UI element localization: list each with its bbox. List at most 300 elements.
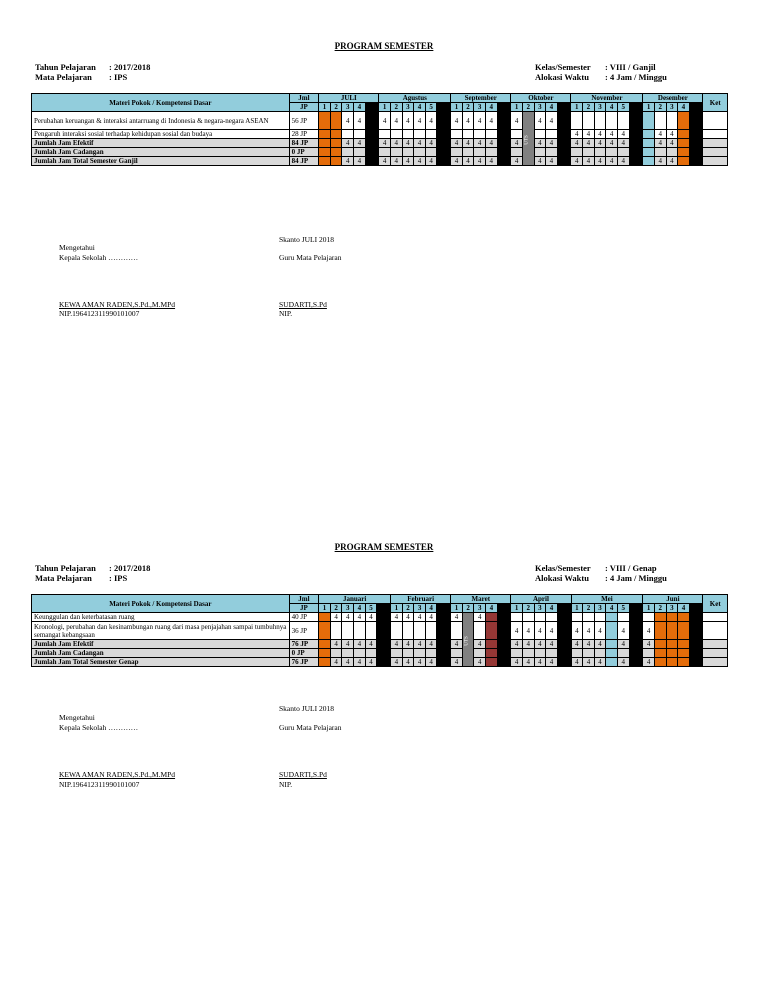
table-cell: 4 [354, 139, 366, 148]
table-cell: 4 [546, 139, 558, 148]
sem2-kepala-nip: NIP.196412311990101007 [59, 780, 140, 789]
table-cell: 4 [390, 139, 402, 148]
table-cell: 4 [451, 112, 463, 130]
table-cell: 4 [571, 658, 583, 667]
table-cell: 4 [474, 640, 486, 649]
table-cell: 4 [402, 139, 414, 148]
table-cell: 4 [354, 640, 366, 649]
table-cell: 4 [330, 613, 342, 622]
table-cell: 1 [643, 604, 655, 613]
table-cell [703, 130, 728, 139]
header-jml: Jml [289, 595, 319, 604]
table-cell: 4 [678, 604, 690, 613]
table-cell: Jumlah Jam Total Semester Ganjil [32, 157, 290, 166]
table-cell [703, 658, 728, 667]
table-cell [390, 130, 402, 139]
table-cell [594, 649, 606, 658]
header-materi: Materi Pokok / Kompetensi Dasar [32, 595, 290, 613]
table-cell [390, 148, 402, 157]
table-cell [546, 649, 558, 658]
table-cell: 4 [666, 139, 678, 148]
table-cell: 4 [414, 613, 426, 622]
table-cell [703, 622, 728, 640]
table-cell [629, 157, 643, 166]
table-cell [425, 622, 437, 640]
table-cell [594, 613, 606, 622]
table-cell: 4 [617, 658, 629, 667]
table-cell [451, 148, 463, 157]
table-cell [629, 148, 643, 157]
table-cell [437, 658, 451, 667]
table-cell: 4 [330, 658, 342, 667]
table-cell [451, 130, 463, 139]
table-cell [462, 130, 474, 139]
table-cell: 4 [511, 112, 523, 130]
sem1-place-date: Skanto JULI 2018 [279, 235, 334, 244]
table-cell [557, 658, 571, 667]
table-cell [377, 658, 391, 667]
table-cell: 4 [390, 157, 402, 166]
table-cell [377, 604, 391, 613]
table-cell [437, 112, 451, 130]
table-cell: 5 [617, 103, 629, 112]
table-cell: 4 [474, 139, 486, 148]
table-cell [522, 649, 534, 658]
table-cell: 4 [617, 130, 629, 139]
table-cell [629, 139, 643, 148]
table-cell [437, 640, 451, 649]
table-cell [497, 622, 511, 640]
table-cell [486, 640, 498, 649]
table-cell [571, 148, 583, 157]
table-cell [402, 130, 414, 139]
table-cell [678, 139, 690, 148]
table-cell: 4 [462, 157, 474, 166]
table-cell [594, 148, 606, 157]
table-cell [365, 112, 379, 130]
table-cell: 1 [511, 103, 523, 112]
table-cell: 4 [379, 157, 391, 166]
table-cell [678, 658, 690, 667]
table-cell: 76 JP [289, 640, 319, 649]
table-cell [629, 103, 643, 112]
table-cell: 4 [594, 640, 606, 649]
table-cell: 4 [425, 112, 437, 130]
table-cell: 4 [643, 622, 655, 640]
table-cell [583, 649, 595, 658]
table-cell: 1 [511, 604, 523, 613]
table-cell: 4 [583, 622, 595, 640]
table-cell: 4 [546, 604, 558, 613]
table-cell: 4 [571, 622, 583, 640]
table-cell [485, 148, 497, 157]
table-cell: 84 JP [289, 139, 319, 148]
sem2-mapel: Mata Pelajaran : IPS [35, 573, 128, 583]
sem1-guru-name: SUDARTI,S.Pd [279, 300, 327, 309]
table-cell [319, 658, 331, 667]
table-cell: 4 [402, 640, 414, 649]
sem2-guru-nip: NIP. [279, 780, 293, 789]
table-cell: 4 [414, 112, 426, 130]
month-november: November [571, 94, 643, 103]
table-cell [414, 649, 426, 658]
table-cell [689, 148, 703, 157]
table-cell [703, 649, 728, 658]
table-cell [391, 649, 403, 658]
table-cell: 4 [571, 139, 583, 148]
table-cell: Jumlah Jam Cadangan [32, 649, 290, 658]
table-cell: 4 [330, 640, 342, 649]
table-cell [606, 148, 618, 157]
table-cell [643, 112, 655, 130]
table-cell [425, 649, 437, 658]
table-cell [511, 148, 523, 157]
table-cell: 36 JP [289, 622, 319, 640]
table-cell: 4 [425, 658, 437, 667]
table-cell: Jumlah Jam Total Semester Genap [32, 658, 290, 667]
table-cell: Jumlah Jam Cadangan [32, 148, 290, 157]
table-cell [379, 148, 391, 157]
header-jml: Jml [289, 94, 319, 103]
sem1-guru-nip: NIP. [279, 309, 293, 318]
table-cell [534, 130, 546, 139]
table-row [32, 112, 728, 130]
table-cell: 4 [511, 640, 523, 649]
table-cell [511, 649, 523, 658]
table-cell: 4 [402, 658, 414, 667]
table-cell [522, 112, 534, 166]
table-cell: 3 [534, 103, 546, 112]
table-cell: 4 [402, 112, 414, 130]
table-cell [629, 604, 643, 613]
table-cell [497, 148, 511, 157]
table-cell: 4 [534, 658, 546, 667]
month-januari: Januari [319, 595, 391, 604]
table-cell: 4 [583, 157, 595, 166]
table-cell: 1 [319, 604, 331, 613]
table-cell: 0 JP [289, 148, 319, 157]
table-cell: 0 JP [289, 649, 319, 658]
sem2-kelas: Kelas/Semester : VIII / Genap [535, 563, 657, 573]
table-cell [330, 157, 342, 166]
table-cell [379, 130, 391, 139]
table-cell: 4 [594, 658, 606, 667]
table-cell [511, 613, 523, 622]
table-cell [678, 649, 690, 658]
table-cell [365, 649, 377, 658]
table-cell: 4 [654, 130, 666, 139]
table-cell: 4 [451, 613, 463, 622]
table-cell: 4 [511, 622, 523, 640]
table-cell [425, 130, 437, 139]
table-cell: 4 [342, 112, 354, 130]
table-cell: 4 [666, 130, 678, 139]
table-cell: 4 [617, 622, 629, 640]
table-cell [497, 613, 511, 622]
table-cell [654, 613, 666, 622]
table-cell: 4 [571, 157, 583, 166]
header-jp: JP [289, 103, 319, 112]
table-cell [583, 148, 595, 157]
table-cell: 4 [414, 139, 426, 148]
table-cell: 4 [571, 640, 583, 649]
table-cell [678, 112, 690, 130]
table-cell: 40 JP [289, 613, 319, 622]
table-cell [606, 649, 618, 658]
sem1-kepala-name: KEWA AMAN RADEN,S.Pd.,M.MPd [59, 300, 176, 309]
table-cell: 4 [485, 139, 497, 148]
table-cell: 4 [617, 139, 629, 148]
table-cell [571, 613, 583, 622]
table-cell: 4 [402, 157, 414, 166]
month-oktober: Oktober [511, 94, 571, 103]
table-cell: 4 [485, 157, 497, 166]
table-cell [354, 130, 366, 139]
table-cell [654, 658, 666, 667]
table-cell [402, 148, 414, 157]
table-cell [546, 130, 558, 139]
table-cell: 4 [391, 658, 403, 667]
table-cell: 4 [666, 157, 678, 166]
table-cell [319, 622, 331, 640]
table-cell: Pengaruh interaksi sosial terhadap kehidupan sosial dan budaya [32, 130, 290, 139]
table-cell [485, 130, 497, 139]
table-cell: 4 [414, 103, 426, 112]
table-cell [354, 148, 366, 157]
table-cell [437, 103, 451, 112]
table-cell [666, 112, 678, 130]
table-cell: 4 [342, 613, 354, 622]
table-cell [365, 103, 379, 112]
table-cell [617, 148, 629, 157]
table-cell: 2 [654, 103, 666, 112]
table-cell [546, 148, 558, 157]
table-cell [643, 130, 655, 139]
uts-label: UTS [465, 635, 471, 646]
table-cell [474, 148, 486, 157]
table-cell [414, 622, 426, 640]
table-cell [511, 130, 523, 139]
table-cell [319, 649, 331, 658]
table-cell [425, 148, 437, 157]
table-cell: 4 [606, 157, 618, 166]
table-cell [330, 649, 342, 658]
table-cell [629, 112, 643, 130]
table-cell [391, 622, 403, 640]
sem2-mengetahui: Mengetahui [59, 713, 95, 722]
sem2-kepala: Kepala Sekolah ………… [59, 723, 139, 732]
table-cell: 4 [354, 613, 366, 622]
table-cell: 4 [606, 139, 618, 148]
table-cell: 4 [617, 157, 629, 166]
month-april: April [511, 595, 571, 604]
table-cell [557, 130, 571, 139]
table-cell [354, 649, 366, 658]
table-cell [606, 622, 618, 640]
table-cell [497, 640, 511, 649]
table-cell: 4 [354, 103, 366, 112]
table-cell: 5 [617, 604, 629, 613]
table-cell [689, 157, 703, 166]
uts-label: UTS [525, 134, 531, 145]
table-cell [606, 658, 618, 667]
table-cell [703, 640, 728, 649]
table-cell: 2 [462, 103, 474, 112]
table-cell: 3 [534, 604, 546, 613]
table-cell [437, 649, 451, 658]
table-cell [689, 139, 703, 148]
header-ket: Ket [703, 595, 728, 613]
sem2-title: PROGRAM SEMESTER [334, 542, 434, 552]
table-cell: 4 [354, 157, 366, 166]
table-cell [629, 658, 643, 667]
table-cell [703, 139, 728, 148]
table-cell: 4 [583, 658, 595, 667]
table-cell: 4 [379, 112, 391, 130]
table-cell: 4 [654, 157, 666, 166]
table-cell: 4 [522, 658, 534, 667]
table-cell [497, 649, 511, 658]
table-cell [689, 130, 703, 139]
table-cell: 4 [606, 130, 618, 139]
table-cell: 4 [451, 139, 463, 148]
table-row [32, 148, 728, 157]
sem1-mapel: Mata Pelajaran : IPS [35, 72, 128, 82]
table-cell [402, 622, 414, 640]
table-cell [571, 112, 583, 130]
table-cell: 4 [474, 157, 486, 166]
table-cell [546, 613, 558, 622]
month-maret: Maret [451, 595, 511, 604]
table-cell [342, 148, 354, 157]
table-cell [678, 148, 690, 157]
table-cell: 4 [606, 103, 618, 112]
table-cell: 1 [451, 103, 463, 112]
table-cell [437, 139, 451, 148]
table-cell: 4 [342, 640, 354, 649]
table-cell [557, 103, 571, 112]
table-cell: 2 [330, 604, 342, 613]
table-cell: 2 [402, 604, 414, 613]
table-cell: 4 [391, 613, 403, 622]
table-cell: 3 [474, 103, 486, 112]
table-cell [654, 148, 666, 157]
table-cell: 4 [342, 139, 354, 148]
table-cell [583, 613, 595, 622]
table-cell [437, 604, 451, 613]
table-cell [486, 613, 498, 622]
table-cell [557, 148, 571, 157]
table-cell [437, 622, 451, 640]
table-cell: 4 [643, 658, 655, 667]
sem1-guru: Guru Mata Pelajaran [279, 253, 342, 262]
table-cell [497, 112, 511, 130]
table-cell: 4 [425, 139, 437, 148]
table-cell [365, 622, 377, 640]
table-cell [365, 139, 379, 148]
table-cell: 2 [462, 604, 474, 613]
table-cell: 4 [583, 130, 595, 139]
table-cell [654, 640, 666, 649]
table-cell: Perubahan keruangan & interaksi antarruang di Indonesia & negara-negara ASEAN [32, 112, 290, 130]
table-cell: 3 [666, 103, 678, 112]
table-cell: 84 JP [289, 157, 319, 166]
table-row [32, 649, 728, 658]
table-cell [557, 157, 571, 166]
table-cell [486, 649, 498, 658]
table-cell [594, 112, 606, 130]
table-row [32, 139, 728, 148]
table-cell [557, 640, 571, 649]
table-cell [557, 112, 571, 130]
table-cell: 76 JP [289, 658, 319, 667]
table-cell: 1 [571, 604, 583, 613]
table-cell [689, 649, 703, 658]
table-row [32, 157, 728, 166]
table-cell: 5 [425, 103, 437, 112]
header-materi: Materi Pokok / Kompetensi Dasar [32, 94, 290, 112]
sem2-guru-name: SUDARTI,S.Pd [279, 770, 327, 779]
table-cell: 4 [546, 640, 558, 649]
table-cell: 4 [654, 139, 666, 148]
table-cell [330, 112, 342, 130]
table-cell: 2 [330, 103, 342, 112]
table-cell [330, 622, 342, 640]
table-cell [497, 604, 511, 613]
table-cell [414, 130, 426, 139]
table-cell [451, 622, 463, 640]
table-cell: 1 [451, 604, 463, 613]
table-cell: 2 [583, 604, 595, 613]
table-cell [497, 139, 511, 148]
table-cell: Kronologi, perubahan dan kesinambungan ruang dari masa penjajahan sampai tumbuhnya semangat kebangsaan [32, 622, 290, 640]
table-cell [678, 622, 690, 640]
table-cell [666, 658, 678, 667]
table-cell: 3 [594, 604, 606, 613]
table-cell [486, 622, 498, 640]
sem1-mengetahui: Mengetahui [59, 243, 95, 252]
table-cell [414, 148, 426, 157]
table-cell [571, 649, 583, 658]
table-cell [377, 613, 391, 622]
table-cell [534, 148, 546, 157]
table-cell: 4 [594, 157, 606, 166]
table-cell [377, 640, 391, 649]
table-cell: Jumlah Jam Efektif [32, 139, 290, 148]
table-cell: 4 [354, 658, 366, 667]
table-cell [522, 613, 534, 622]
sem1-kepala-nip: NIP.196412311990101007 [59, 309, 140, 318]
sem1-kepala: Kepala Sekolah ………… [59, 253, 139, 262]
table-cell [689, 640, 703, 649]
table-cell: 4 [365, 640, 377, 649]
table-cell: 5 [365, 604, 377, 613]
table-cell: 4 [511, 658, 523, 667]
table-cell: 3 [402, 103, 414, 112]
table-cell: 4 [583, 139, 595, 148]
header-jp: JP [289, 604, 319, 613]
table-cell [606, 112, 618, 130]
table-cell: 3 [342, 103, 354, 112]
table-cell [437, 613, 451, 622]
table-cell [583, 112, 595, 130]
table-cell: 4 [402, 613, 414, 622]
table-row [32, 622, 728, 640]
sem1-alokasi: Alokasi Waktu : 4 Jam / Minggu [535, 72, 667, 82]
table-cell: 4 [451, 157, 463, 166]
table-cell: 4 [534, 112, 546, 130]
table-cell [451, 649, 463, 658]
